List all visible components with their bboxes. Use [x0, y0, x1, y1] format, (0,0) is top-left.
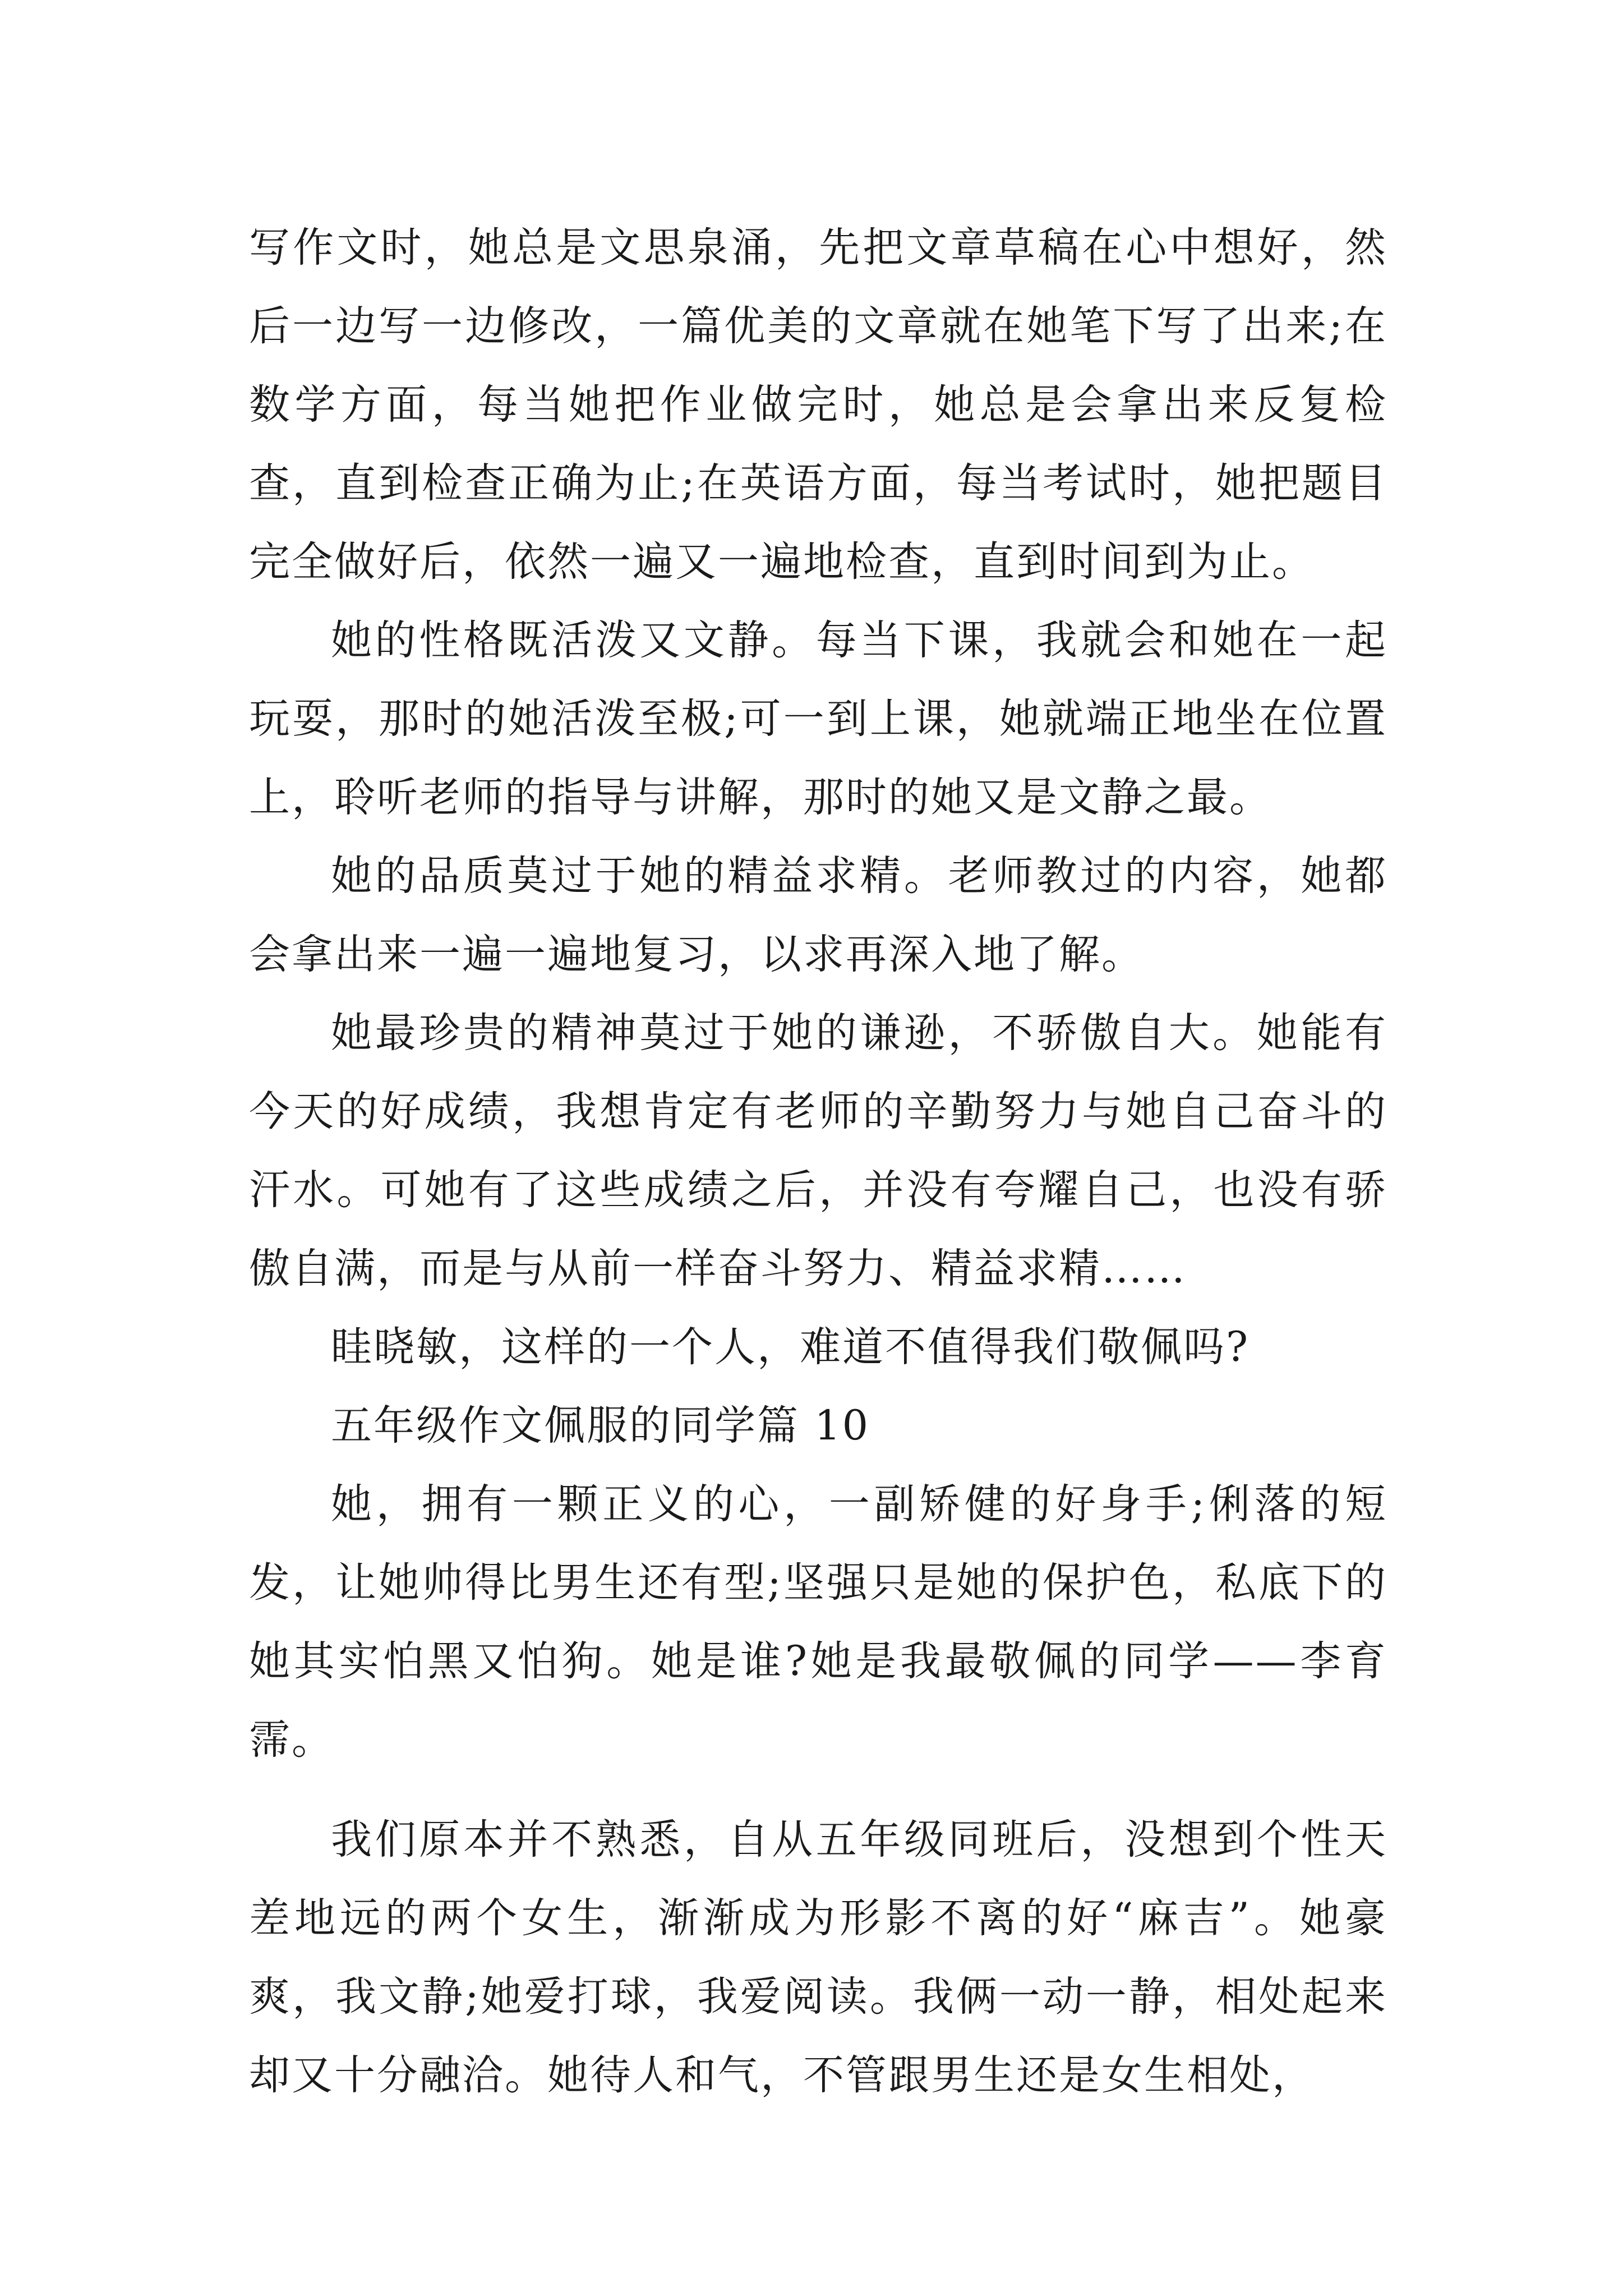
paragraph-intro: 她，拥有一颗正义的心，一副矫健的好身手;俐落的短发，让她帅得比男生还有型;坚强只是她的保护色，私底下的她其实怕黑又怕狗。她是谁?她是我最敬佩的同学——李育霈。: [249, 1480, 1387, 1764]
paragraph-quality: 她的品质莫过于她的精益求精。老师教过的内容，她都会拿出来一遍一遍地复习，以求再深入地了解。: [249, 852, 1387, 978]
paragraph-character: 她的性格既活泼又文静。每当下课，我就会和她在一起玩耍，那时的她活泼至极;可一到上课，她就端正地坐在位置上，聆听老师的指导与讲解，那时的她又是文静之最。: [249, 616, 1387, 821]
paragraph-friends: 我们原本并不熟悉，自从五年级同班后，没想到个性天差地远的两个女生，渐渐成为形影不离的好“麻吉”。她豪爽，我文静;她爱打球，我爱阅读。我俩一动一静，相处起来却又十分融洽。她待人和气，不管跟男生还是女生相处，: [249, 1816, 1387, 2099]
document-body: [249, 209, 1387, 2115]
paragraph-humble: 她最珍贵的精神莫过于她的谦逊，不骄傲自大。她能有今天的好成绩，我想肯定有老师的辛勤努力与她自己奋斗的汗水。可她有了这些成绩之后，并没有夸耀自己，也没有骄傲自满，而是与从前一样奋斗努力、精益求精……: [249, 1009, 1387, 1292]
paragraph-study: 写作文时，她总是文思泉涌，先把文章草稿在心中想好，然后一边写一边修改，一篇优美的文章就在她笔下写了出来;在数学方面，每当她把作业做完时，她总是会拿出来反复检查，直到检查正确为止;在英语方面，每当考试时，她把题目完全做好后，依然一遍又一遍地检查，直到时间到为止。: [249, 224, 1387, 586]
section-heading: 五年级作文佩服的同学篇 10: [331, 1402, 870, 1450]
paragraph-closing: 眭晓敏，这样的一个人，难道不值得我们敬佩吗?: [331, 1323, 1250, 1371]
